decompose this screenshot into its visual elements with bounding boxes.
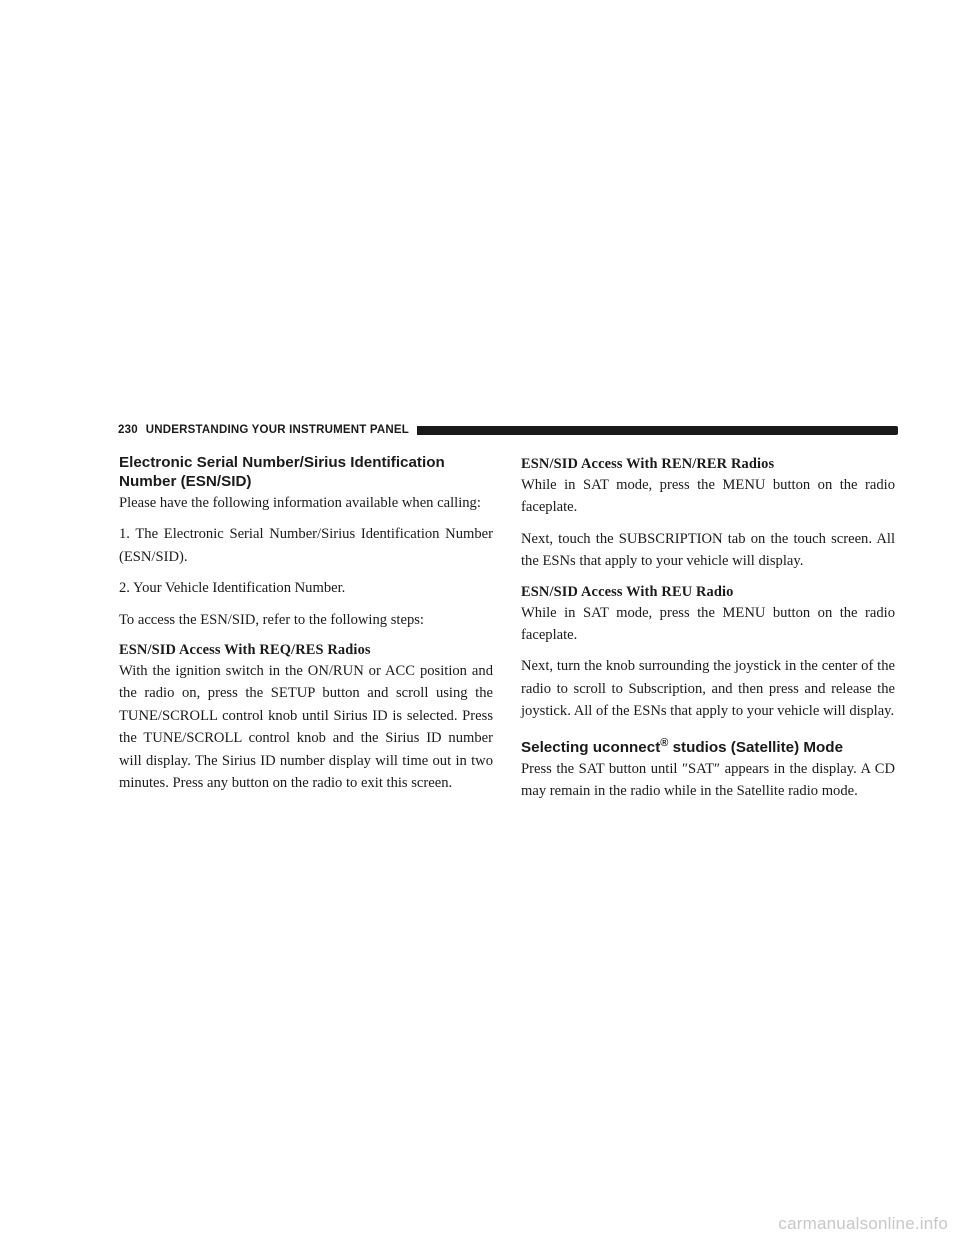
- satellite-mode-heading: [521, 738, 895, 757]
- req-res-heading: ESN/SID Access With REQ/RES Radios: [119, 642, 371, 659]
- page-number: 230: [118, 424, 138, 436]
- reu-paragraph-1: While in SAT mode, press the MENU button on the radio faceplate.: [521, 604, 895, 644]
- satellite-heading-post: studios (Satellite) Mode: [668, 738, 844, 756]
- ren-rer-paragraph-1: While in SAT mode, press the MENU button on the radio faceplate.: [521, 477, 895, 516]
- ren-rer-heading: ESN/SID Access With REN/RER Radios: [521, 456, 775, 472]
- right-column: [521, 454, 895, 811]
- list-item-2: 2. Your Vehicle Identification Number.: [119, 580, 346, 597]
- reu-paragraph-2: Next, turn the knob surrounding the joystick in the center of the radio to scroll to Subscription, and then press and release the joystick. All of the ESNs that apply to your vehicle will display.: [521, 658, 895, 720]
- header-rule: [417, 426, 898, 435]
- ren-rer-paragraph-2: Next, touch the SUBSCRIPTION tab on the touch screen. All the ESNs that apply to your vehicle will display.: [521, 530, 895, 570]
- registered-mark: ®: [660, 736, 669, 749]
- esn-sid-heading: Electronic Serial Number/Sirius Identification Number (ESN/SID): [119, 454, 445, 490]
- watermark: carmanualsonline.info: [778, 1214, 948, 1233]
- req-res-paragraph: With the ignition switch in the ON/RUN or ACC position and the radio on, press the SETUP button and scroll using the TUNE/SCROLL control knob until Sirius ID is selected. Press the TUNE/SCROLL control knob and the Sirius ID number will display. The Sirius ID number display will time out in two minutes. Press any button on the radio to exit this screen.: [119, 663, 493, 792]
- reu-heading: ESN/SID Access With REU Radio: [521, 583, 734, 600]
- running-title: UNDERSTANDING YOUR INSTRUMENT PANEL: [145, 424, 409, 436]
- list-item-1: 1. The Electronic Serial Number/Sirius Identification Number (ESN/SID).: [119, 526, 493, 565]
- steps-intro: To access the ESN/SID, refer to the following steps:: [119, 611, 424, 628]
- page-header: [118, 422, 898, 438]
- satellite-heading-pre: Selecting uconnect: [521, 738, 661, 756]
- satellite-mode-paragraph: Press the SAT button until ″SAT″ appears in the display. A CD may remain in the radio while in the Satellite radio mode.: [521, 760, 895, 800]
- intro-paragraph: Please have the following information available when calling:: [119, 495, 481, 511]
- left-column: [119, 453, 493, 803]
